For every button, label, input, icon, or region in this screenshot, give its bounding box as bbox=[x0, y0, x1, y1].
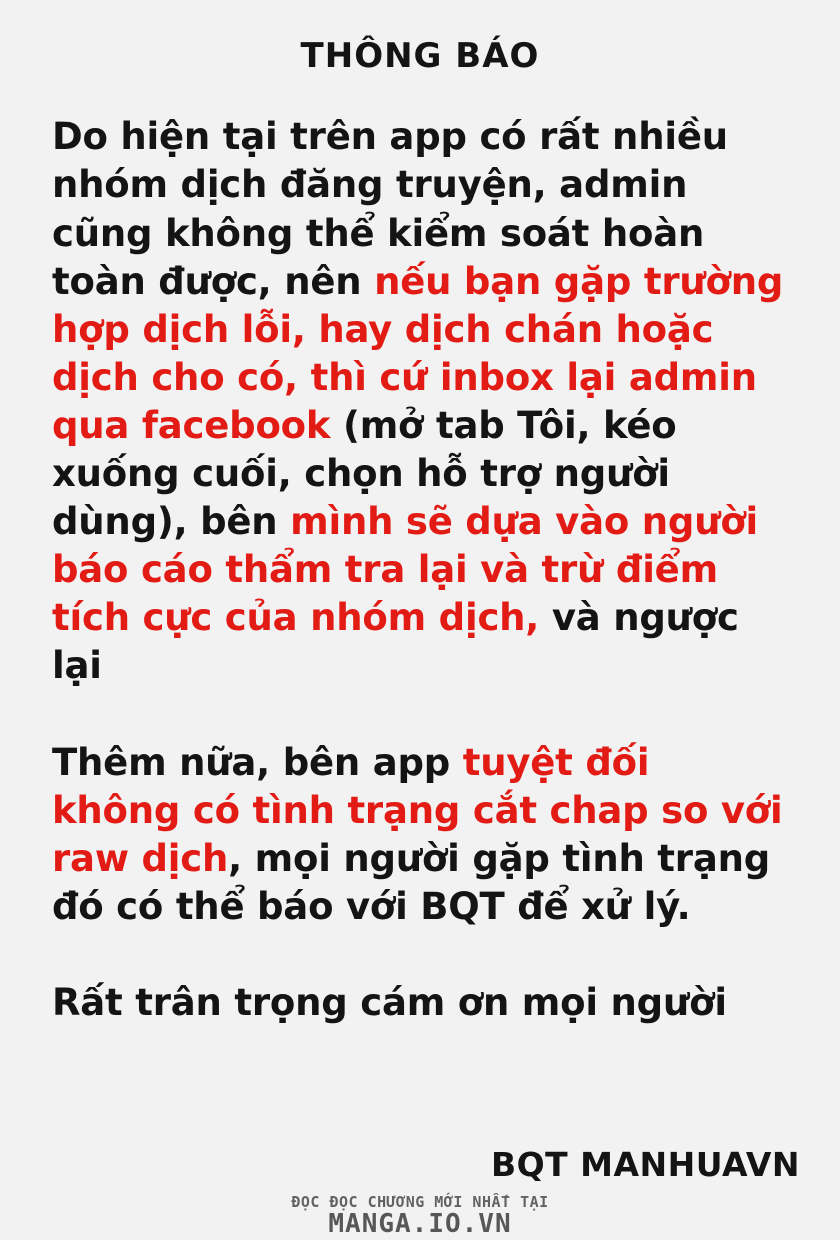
page-title: THÔNG BÁO bbox=[300, 36, 540, 76]
paragraph-spacer bbox=[52, 725, 788, 739]
text-run: Do hiện tại trên app có rất nhiều nhóm dịch đăng truyện, admin cũng không thể kiểm soát hoàn toàn được, nên bbox=[52, 115, 728, 303]
watermark-line-1: ĐỌC ĐỌC CHƯƠNG MỚI NHẤT TẠI bbox=[291, 1192, 549, 1211]
text-run: (mở tab Tôi, kéo xuống cuối, chọn hỗ trợ người dùng), bên bbox=[52, 403, 677, 544]
text-run-highlight: nếu bạn gặp trường hợp dịch lỗi, hay dịch chán hoặc dịch cho có, thì cứ inbox lại admin qua facebook bbox=[52, 259, 784, 447]
paragraph-2 bbox=[52, 739, 788, 931]
text-run-highlight: mình sẽ dựa vào người báo cáo thẩm tra lại và trừ điểm tích cực của nhóm dịch, bbox=[52, 500, 759, 640]
paragraph-3 bbox=[52, 979, 788, 1027]
paragraph-spacer bbox=[52, 965, 788, 979]
text-run: , mọi người gặp tình trạng đó có thể báo với BQT để xử lý. bbox=[52, 836, 771, 928]
watermark bbox=[0, 1192, 840, 1239]
signature: BQT MANHUAVN bbox=[490, 1145, 800, 1184]
watermark-line-2: MANGA.IO.VN bbox=[328, 1208, 512, 1239]
paragraph-1 bbox=[52, 113, 788, 690]
text-run: và ngược lại bbox=[52, 596, 739, 688]
text-run: Rất trân trọng cám ơn mọi người bbox=[52, 980, 727, 1024]
text-run: Thêm nữa, bên app bbox=[52, 740, 463, 784]
notice-body bbox=[0, 113, 840, 1027]
text-run-highlight: tuyệt đối không có tình trạng cắt chap so với raw dịch bbox=[52, 740, 783, 880]
